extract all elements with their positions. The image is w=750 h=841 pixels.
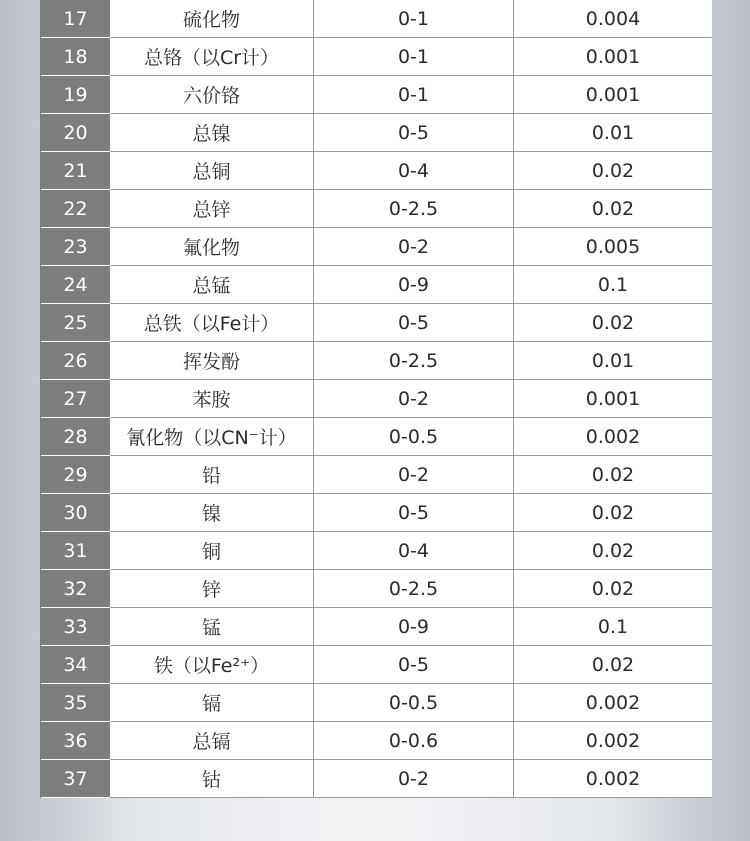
measuring-range: 0-2.5 [314,342,514,379]
resolution-value: 0.02 [591,653,635,676]
table-row [41,76,712,114]
parameter-name: 总锌 [110,190,314,227]
table-row [41,38,712,76]
table-row [41,532,712,570]
row-number: 20 [41,114,110,151]
parameter-table [40,0,712,798]
row-number: 28 [41,418,110,455]
parameter-name: 镉 [110,684,314,721]
measuring-range: 0-5 [314,304,514,341]
parameter-name: 氰化物（以CN⁻计） [110,418,314,455]
parameter-name: 六价铬 [110,76,314,113]
parameter-name: 铅 [110,456,314,493]
row-number: 37 [41,760,110,797]
table-row [41,494,712,532]
measuring-range: 0-2.5 [314,570,514,607]
parameter-name: 总镍 [110,114,314,151]
parameter-name: 总铜 [110,152,314,189]
measuring-range: 0-2 [314,456,514,493]
resolution-value: 0.002 [585,691,641,714]
measuring-range: 0-4 [314,532,514,569]
parameter-name: 总铬（以Cr计） [110,38,314,75]
measuring-range: 0-1 [314,0,514,37]
measuring-range: 0-4 [314,152,514,189]
resolution-value: 0.002 [585,425,641,448]
table-row [41,760,712,798]
row-number: 33 [41,608,110,645]
row-number: 22 [41,190,110,227]
parameter-name: 铜 [110,532,314,569]
row-number: 19 [41,76,110,113]
measuring-range: 0-5 [314,494,514,531]
table-row [41,608,712,646]
resolution-value: 0.01 [591,349,635,372]
resolution-value: 0.02 [591,463,635,486]
parameter-name: 锰 [110,608,314,645]
measuring-range: 0-9 [314,608,514,645]
measuring-range: 0-5 [314,114,514,151]
row-number: 35 [41,684,110,721]
row-number: 18 [41,38,110,75]
row-number: 31 [41,532,110,569]
parameter-name: 苯胺 [110,380,314,417]
parameter-name: 铁（以Fe²⁺） [110,646,314,683]
table-row [41,570,712,608]
row-number: 32 [41,570,110,607]
parameter-name: 总锰 [110,266,314,303]
resolution-value: 0.002 [585,729,641,752]
row-number: 29 [41,456,110,493]
table-row [41,0,712,38]
measuring-range: 0-0.5 [314,684,514,721]
parameter-name: 硫化物 [110,0,314,37]
resolution-value: 0.02 [591,311,635,334]
resolution-value: 0.02 [591,159,635,182]
table-row [41,228,712,266]
measuring-range: 0-2 [314,380,514,417]
parameter-name: 锌 [110,570,314,607]
table-row [41,190,712,228]
table-row [41,152,712,190]
measuring-range: 0-2.5 [314,190,514,227]
parameter-name: 总铁（以Fe计） [110,304,314,341]
row-number: 36 [41,722,110,759]
resolution-value: 0.02 [591,501,635,524]
resolution-value: 0.02 [591,197,635,220]
resolution-value: 0.001 [585,83,641,106]
table-row [41,304,712,342]
table-row [41,380,712,418]
parameter-name: 总镉 [110,722,314,759]
parameter-name: 氟化物 [110,228,314,265]
resolution-value: 0.004 [585,7,641,30]
table-row [41,114,712,152]
row-number: 30 [41,494,110,531]
row-number: 27 [41,380,110,417]
resolution-value: 0.001 [585,45,641,68]
resolution-value: 0.02 [591,539,635,562]
resolution-value: 0.02 [591,577,635,600]
resolution-value: 0.002 [585,767,641,790]
row-number: 26 [41,342,110,379]
measuring-range: 0-9 [314,266,514,303]
parameter-name: 镍 [110,494,314,531]
measuring-range: 0-1 [314,38,514,75]
parameter-name: 钴 [110,760,314,797]
resolution-value: 0.01 [591,121,635,144]
resolution-value: 0.1 [597,615,629,638]
table-row [41,456,712,494]
measuring-range: 0-0.5 [314,418,514,455]
row-number: 34 [41,646,110,683]
table-row [41,342,712,380]
table-row [41,684,712,722]
resolution-value: 0.1 [597,273,629,296]
row-number: 25 [41,304,110,341]
table-row [41,646,712,684]
row-number: 24 [41,266,110,303]
parameter-name: 挥发酚 [110,342,314,379]
measuring-range: 0-2 [314,228,514,265]
measuring-range: 0-0.6 [314,722,514,759]
table-row [41,418,712,456]
resolution-value: 0.005 [585,235,641,258]
measuring-range: 0-5 [314,646,514,683]
row-number: 21 [41,152,110,189]
table-row [41,266,712,304]
resolution-value: 0.001 [585,387,641,410]
row-number: 17 [41,0,110,37]
row-number: 23 [41,228,110,265]
measuring-range: 0-1 [314,76,514,113]
measuring-range: 0-2 [314,760,514,797]
table-row [41,722,712,760]
